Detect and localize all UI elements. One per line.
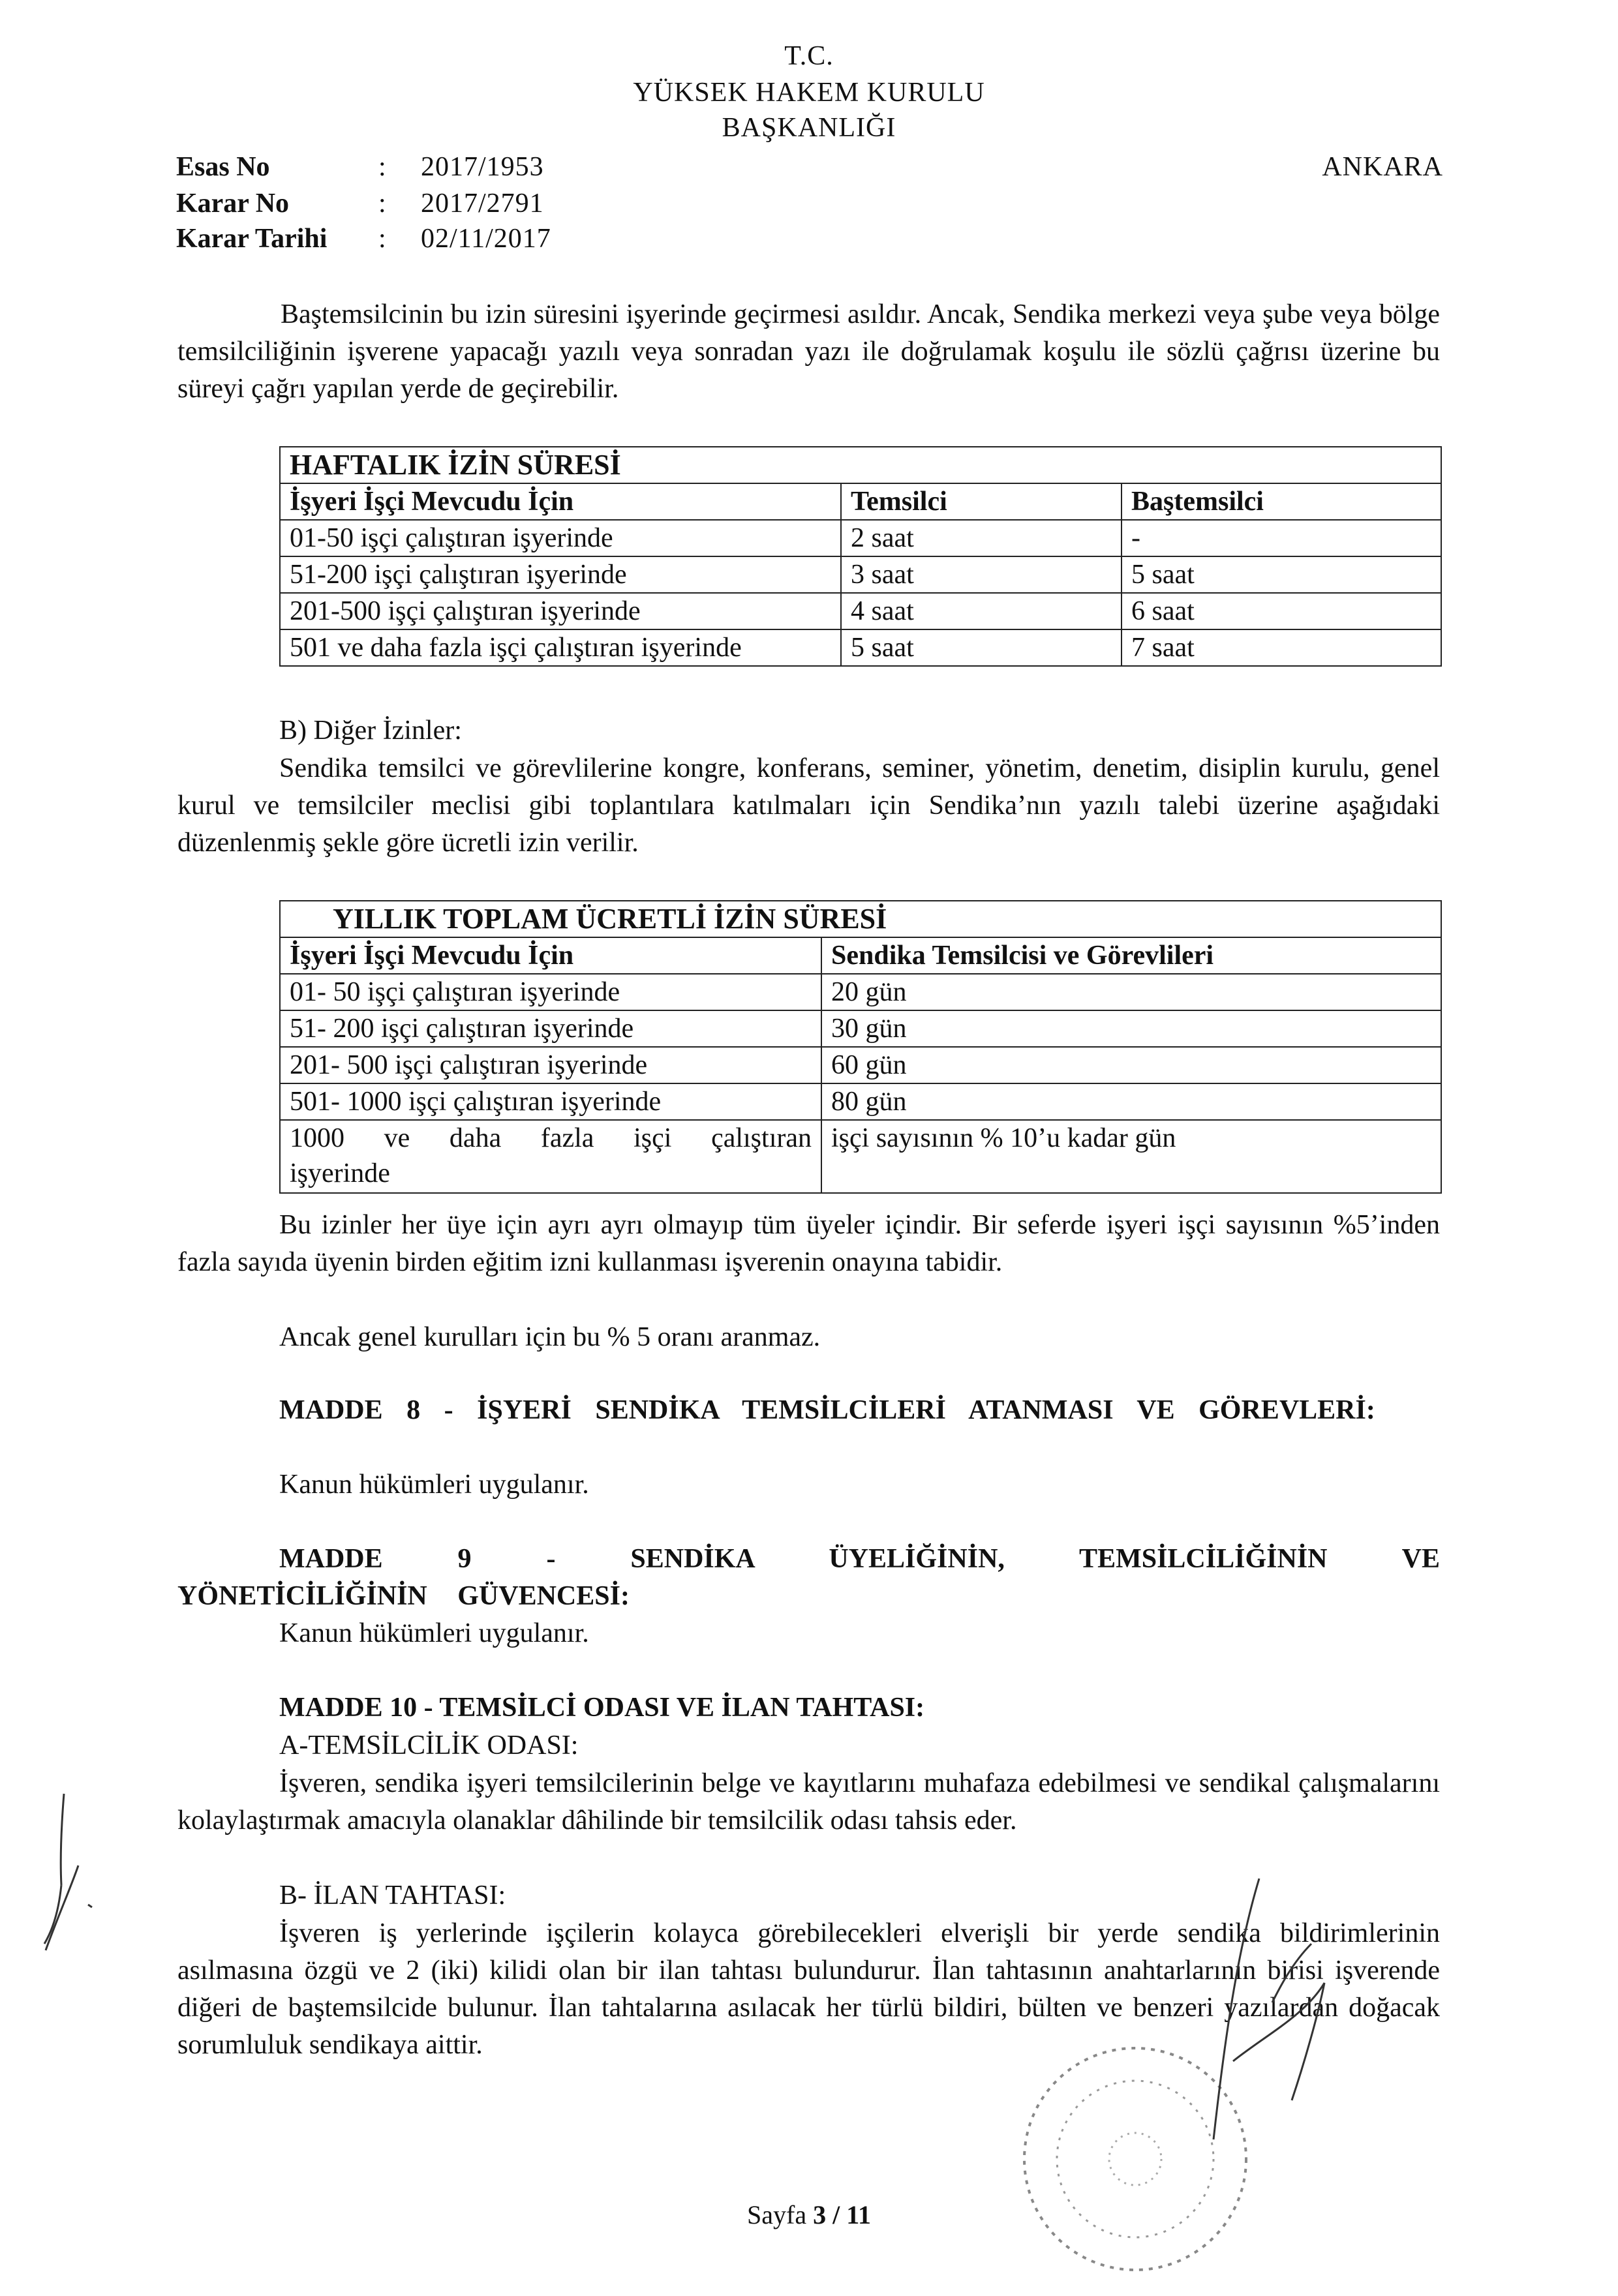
header-office: BAŞKANLIĞI [722,113,896,143]
yearly-cell: 60 gün [821,1047,1441,1083]
weekly-cell: 51-200 işçi çalıştıran işyerinde [280,556,841,593]
tarih-value: 02/11/2017 [421,224,551,254]
page-separator: / [826,2200,847,2229]
esas-colon: : [378,152,386,182]
table-row [280,974,1441,1010]
section-b-paragraph: Sendika temsilci ve görevlilerine kongre, konferans, seminer, yönetim, denetim, disiplin kurulu, genel kurul ve temsilciler meclisi gibi toplantılara katılmaları için Sendika’nın yazılı talebi üzerine aşağıdaki düzenlenmiş şekle göre ücretli izin verilir. [177,753,1440,858]
yearly-cell-last [280,1120,821,1193]
yearly-table-title: YILLIK TOPLAM ÜCRETLİ İZİN SÜRESİ [280,901,1441,937]
after-table-paragraph: Bu izinler her üye için ayrı ayrı olmayıp tüm üyeler içindir. Bir seferde işyeri işçi sayısının %5’inden fazla sayıda üyenin birden eğitim izni kullanması işverenin onayına tabidir. [177,1210,1440,1277]
weekly-table-title: HAFTALIK İZİN SÜRESİ [280,447,1441,483]
weekly-cell: 3 saat [841,556,1122,593]
weekly-cell: 7 saat [1122,629,1441,666]
table-row [280,520,1441,556]
yearly-last-line1: 1000 ve daha fazla işçi çalıştıran [290,1123,812,1153]
weekly-header-col1: İşyeri İşçi Mevcudu İçin [280,483,841,520]
weekly-cell: 6 saat [1122,593,1441,629]
page-total: 11 [846,2200,871,2229]
yearly-cell: 501- 1000 işçi çalıştıran işyerinde [280,1083,821,1120]
madde8-body: Kanun hükümleri uygulanır. [279,1470,589,1500]
weekly-cell: 5 saat [1122,556,1441,593]
signature [1161,1865,1357,2166]
page-label: Sayfa [747,2200,807,2229]
madde10-title: MADDE 10 - TEMSİLCİ ODASI VE İLAN TAHTASI: [279,1693,925,1723]
madde9-title: MADDE 9 - SENDİKA ÜYELİĞİNİN, TEMSİLCİLİĞİNİN VE YÖNETİCİLİĞİNİN GÜVENCESİ: [177,1544,1440,1611]
esas-value: 2017/1953 [421,152,544,182]
weekly-cell: 01-50 işçi çalıştıran işyerinde [280,520,841,556]
section-b-heading: B) Diğer İzinler: [279,716,462,746]
page-current: 3 [813,2200,827,2229]
table-row [280,1083,1441,1120]
karar-label: Karar No [176,189,290,219]
yearly-cell: 01- 50 işçi çalıştıran işyerinde [280,974,821,1010]
table-row [280,1047,1441,1083]
page-number [0,2199,1618,2230]
weekly-header-col2: Temsilci [841,483,1122,520]
header-city: ANKARA [1322,152,1443,182]
madde10-sub-a: A-TEMSİLCİLİK ODASI: [279,1730,579,1760]
esas-label: Esas No [176,152,270,182]
table-row [280,593,1441,629]
weekly-cell: 501 ve daha fazla işçi çalıştıran işyerinde [280,629,841,666]
tarih-colon: : [378,224,386,254]
header-tc: T.C. [784,41,834,71]
madde10-sub-b: B- İLAN TAHTASI: [279,1881,506,1911]
yearly-last-line2: işyerinde [290,1158,390,1188]
yearly-cell: 51- 200 işçi çalıştıran işyerinde [280,1010,821,1047]
weekly-header-col3: Baştemsilci [1122,483,1441,520]
margin-initial-signature [26,1787,104,1957]
table-row [280,1120,1441,1193]
header-institution: YÜKSEK HAKEM KURULU [633,78,985,108]
yearly-header-col1: İşyeri İşçi Mevcudu İçin [280,937,821,974]
yearly-header-col2: Sendika Temsilcisi ve Görevlileri [821,937,1441,974]
weekly-cell: 5 saat [841,629,1122,666]
karar-colon: : [378,189,386,219]
weekly-cell: 4 saat [841,593,1122,629]
madde8-title: MADDE 8 - İŞYERİ SENDİKA TEMSİLCİLERİ ATANMASI VE GÖREVLERİ: [279,1395,1375,1425]
madde10-para-a: İşveren, sendika işyeri temsilcilerinin belge ve kayıtlarını muhafaza edebilmesi ve sendikal çalışmalarını kolaylaştırmak amacıyla olanaklar dâhilinde bir temsilcilik odası tahsis eder. [177,1768,1440,1835]
yearly-cell: 20 gün [821,974,1441,1010]
weekly-cell: 201-500 işçi çalıştıran işyerinde [280,593,841,629]
madde10-para-b: İşveren iş yerlerinde işçilerin kolayca görebilecekleri elverişli bir yerde sendika bildirimlerinin asılmasına özgü ve 2 (iki) kilidi olan bir ilan tahtası bulundurur. İlan tahtasının anahtarlarının birisi işverende diğeri de baştemsilcide bulunur. İlan tahtalarına asılacak her türlü bildiri, bülten ve benzeri yazılardan doğacak sorumluluk sendikaya aittir. [177,1918,1440,2060]
intro-paragraph: Baştemsilcinin bu izin süresini işyerinde geçirmesi asıldır. Ancak, Sendika merkezi veya şube veya bölge temsilciliğinin işverene yapacağı yazılı veya sonradan yazı ile doğrulamak koşulu ile sözlü çağrısı üzerine bu süreyi çağrı yapılan yerde de geçirebilir. [177,299,1440,404]
madde9-body: Kanun hükümleri uygulanır. [279,1618,589,1648]
yearly-cell: işçi sayısının % 10’u kadar gün [821,1120,1441,1193]
yearly-cell: 30 gün [821,1010,1441,1047]
yearly-cell: 80 gün [821,1083,1441,1120]
weekly-table [279,446,1442,667]
genel-kurul-line: Ancak genel kurulları için bu % 5 oranı aranmaz. [279,1322,821,1352]
karar-value: 2017/2791 [421,189,544,219]
yearly-table [279,900,1442,1194]
weekly-cell: - [1122,520,1441,556]
table-row [280,1010,1441,1047]
tarih-label: Karar Tarihi [176,224,328,254]
table-row [280,556,1441,593]
table-row [280,629,1441,666]
weekly-cell: 2 saat [841,520,1122,556]
yearly-cell: 201- 500 işçi çalıştıran işyerinde [280,1047,821,1083]
